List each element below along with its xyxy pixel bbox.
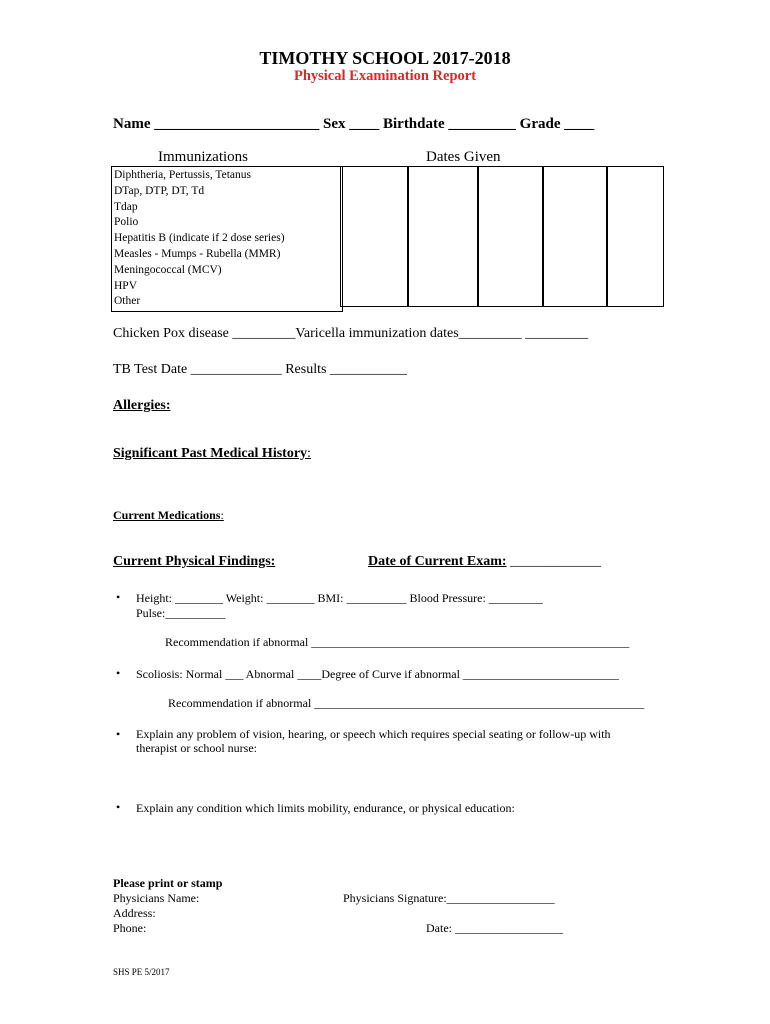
recommendation-line: Recommendation if abnormal _____________________________________________________	[165, 635, 630, 649]
immunization-item: Polio	[114, 216, 139, 229]
vision-hearing-line: Explain any problem of vision, hearing, or speech which requires special seating or follow-up with	[136, 727, 611, 741]
immunizations-header: Immunizations	[158, 149, 248, 165]
print-stamp-label: Please print or stamp	[113, 876, 223, 890]
immunization-table	[111, 166, 343, 312]
immunization-item: DTap, DTP, DT, Td	[114, 184, 205, 197]
form-footer-code: SHS PE 5/2017	[113, 967, 170, 977]
bullet-icon: •	[116, 666, 121, 680]
dates-given-grid	[340, 166, 664, 310]
immunization-item: Measles - Mumps - Rubella (MMR)	[114, 247, 281, 260]
tb-test-line: TB Test Date _____________ Results ___________	[113, 362, 407, 377]
document-subtitle: Physical Examination Report	[293, 68, 477, 84]
bullet-icon: •	[116, 590, 121, 604]
past-history-colon: :	[307, 446, 311, 461]
past-history-heading	[113, 446, 311, 462]
student-info-line: Name ______________________ Sex ____ Birthdate _________ Grade ____	[113, 116, 595, 132]
bullet-icon: •	[116, 800, 121, 814]
mobility-line: Explain any condition which limits mobility, endurance, or physical education:	[136, 801, 515, 815]
vitals-line: Height: ________ Weight: ________ BMI: __________ Blood Pressure: _________	[136, 591, 543, 605]
current-medications-colon: :	[220, 508, 224, 522]
document-title: TIMOTHY SCHOOL 2017-2018	[259, 48, 511, 68]
bullet-icon: •	[116, 727, 121, 741]
past-history-label: Significant Past Medical History	[113, 446, 308, 461]
phone-label: Phone:	[113, 921, 147, 935]
date-of-exam-line	[368, 554, 601, 570]
date-column[interactable]	[340, 166, 409, 307]
immunization-names-cell	[112, 167, 343, 312]
date-of-exam-label: Date of Current Exam:	[368, 554, 507, 569]
pulse-line: Pulse:__________	[136, 606, 226, 620]
immunization-item: Meningococcal (MCV)	[114, 263, 222, 276]
physician-signature-line: Physicians Signature:__________________	[343, 891, 555, 905]
current-medications-label: Current Medications	[113, 508, 221, 522]
immunization-item: Other	[114, 295, 141, 308]
immunization-item: HPV	[114, 279, 138, 292]
date-column[interactable]	[407, 166, 479, 307]
immunization-item: Diphtheria, Pertussis, Tetanus	[114, 169, 251, 181]
current-medications-heading	[113, 508, 224, 523]
date-of-exam-blank: _____________	[506, 554, 602, 569]
allergies-heading: Allergies:	[113, 398, 171, 413]
dates-given-header: Dates Given	[426, 149, 501, 165]
recommendation-line: Recommendation if abnormal _______________________________________________________	[168, 696, 645, 710]
scoliosis-line: Scoliosis: Normal ___ Abnormal ____Degree of Curve if abnormal __________________________	[136, 667, 619, 681]
date-column[interactable]	[542, 166, 608, 307]
date-column[interactable]	[606, 166, 664, 307]
chicken-pox-line: Chicken Pox disease _________Varicella immunization dates_________ _________	[113, 326, 589, 341]
address-label: Address:	[113, 906, 156, 920]
vision-hearing-line-2: therapist or school nurse:	[136, 741, 257, 755]
physical-findings-heading: Current Physical Findings:	[113, 554, 276, 569]
immunization-item: Hepatitis B (indicate if 2 dose series)	[114, 232, 285, 245]
physician-name-label: Physicians Name:	[113, 891, 200, 905]
date-column[interactable]	[477, 166, 544, 307]
immunization-item: Tdap	[114, 200, 138, 213]
date-line: Date: __________________	[426, 921, 563, 935]
